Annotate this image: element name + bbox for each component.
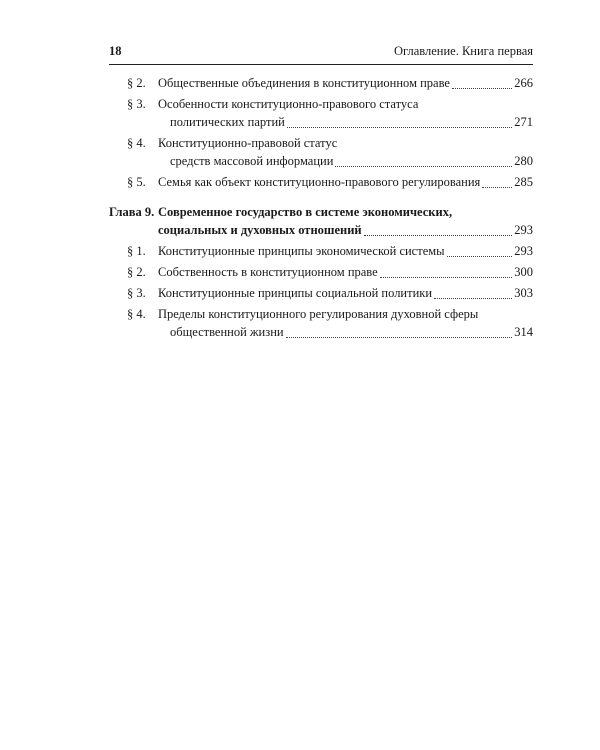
dot-leader	[447, 255, 513, 257]
toc-chapter[interactable]	[109, 203, 533, 239]
page-ref: 280	[514, 154, 533, 168]
dot-leader	[380, 276, 513, 278]
section-title: Особенности конституционно-правового статуса	[158, 97, 419, 111]
dot-leader	[482, 186, 512, 188]
page-ref: 266	[514, 76, 533, 90]
dot-leader	[452, 87, 512, 89]
toc-entry[interactable]	[109, 173, 533, 191]
section-title-cont: средств массовой информации	[170, 154, 334, 168]
running-title: Оглавление. Книга первая	[393, 44, 533, 58]
section-number: § 3.	[127, 97, 146, 111]
toc-entry[interactable]	[109, 74, 533, 92]
chapter-title: Современное государство в системе экономических,	[158, 205, 453, 219]
header-rule	[109, 64, 533, 65]
page-header	[109, 44, 533, 64]
section-title: Семья как объект конституционно-правового регулирования	[158, 175, 481, 189]
dot-leader	[286, 336, 513, 338]
dot-leader	[287, 126, 512, 128]
dot-leader	[434, 297, 512, 299]
section-title: Общественные объединения в конституционном праве	[158, 76, 450, 90]
section-title-cont: политических партий	[170, 115, 285, 129]
section-number: § 2.	[127, 265, 146, 279]
table-of-contents	[109, 74, 533, 341]
section-number: § 2.	[127, 76, 146, 90]
toc-entry[interactable]	[109, 134, 533, 170]
section-number: § 1.	[127, 244, 146, 258]
chapter-title-cont: социальных и духовных отношений	[158, 223, 362, 237]
page-number: 18	[109, 44, 122, 58]
section-number: § 3.	[127, 286, 146, 300]
page-ref: 293	[514, 244, 533, 258]
dot-leader	[364, 234, 513, 236]
chapter-label: Глава 9.	[109, 205, 155, 219]
section-title: Конституционные принципы социальной политики	[158, 286, 433, 300]
page-ref: 285	[514, 175, 533, 189]
section-title: Собственность в конституционном праве	[158, 265, 378, 279]
page-ref: 303	[514, 286, 533, 300]
page-ref: 293	[514, 223, 533, 237]
toc-entry[interactable]	[109, 242, 533, 260]
toc-entry[interactable]	[109, 95, 533, 131]
toc-entry[interactable]	[109, 263, 533, 281]
section-number: § 4.	[127, 307, 146, 321]
section-title: Конституционно-правовой статус	[158, 136, 338, 150]
page-ref: 314	[514, 325, 533, 339]
section-title: Пределы конституционного регулирования духовной сферы	[158, 307, 479, 321]
section-title-cont: общественной жизни	[170, 325, 284, 339]
toc-entry[interactable]	[109, 284, 533, 302]
section-number: § 5.	[127, 175, 146, 189]
section-number: § 4.	[127, 136, 146, 150]
page-ref: 271	[514, 115, 533, 129]
section-title: Конституционные принципы экономической системы	[158, 244, 445, 258]
toc-entry[interactable]	[109, 305, 533, 341]
dot-leader	[335, 165, 512, 167]
page-ref: 300	[514, 265, 533, 279]
